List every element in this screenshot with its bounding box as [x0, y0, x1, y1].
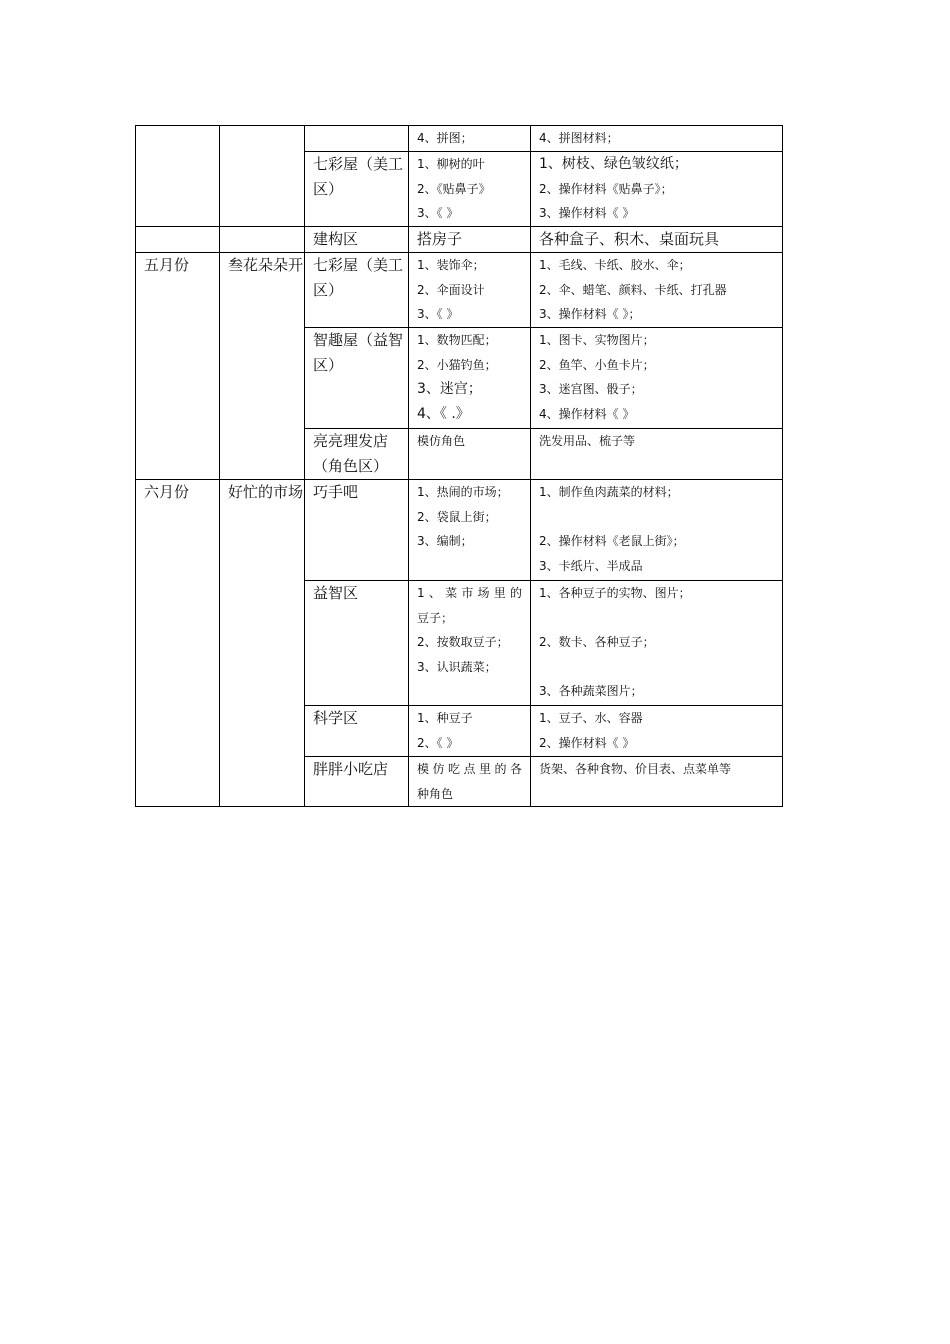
- theme-cell: [220, 126, 305, 227]
- material-item: [539, 655, 782, 680]
- material-item: 3、迷宫图、骰子；: [539, 382, 643, 396]
- material-cell: [531, 126, 783, 152]
- month-cell: 六月份: [136, 480, 220, 807]
- plan-item: 1、种豆子: [417, 711, 473, 725]
- plan-cell: [409, 757, 531, 807]
- activity-plan-table: [135, 125, 783, 807]
- material-item: 3、卡纸片、半成品: [539, 558, 643, 573]
- area-cell: 智趣屋（益智区）: [305, 328, 409, 429]
- plan-item: 1、装饰伞；: [417, 258, 485, 272]
- material-item: 1、图卡、实物图片；: [539, 333, 655, 347]
- plan-item: 1、菜市场里的: [417, 586, 522, 600]
- material-item: 1、树枝、绿色皱纹纸；: [539, 156, 688, 172]
- material-cell: [531, 706, 783, 757]
- material-item: 2、伞、蜡笔、颜料、卡纸、打孔器: [539, 282, 727, 297]
- material-item: 3、操作材料《 》；: [539, 307, 641, 321]
- material-item: [539, 606, 782, 631]
- area-cell: [305, 126, 409, 152]
- plan-item: 模仿角色: [417, 434, 466, 448]
- material-item: 2、操作材料《老鼠上街》；: [539, 534, 685, 548]
- area-cell: 巧手吧: [305, 480, 409, 581]
- material-cell: [531, 328, 783, 429]
- plan-cell: [409, 328, 531, 429]
- material-cell: [531, 253, 783, 328]
- material-item: 2、操作材料《贴鼻子》；: [539, 181, 673, 196]
- plan-item: 种角色: [417, 786, 454, 801]
- theme-cell: 叁花朵朵开: [220, 253, 305, 480]
- table-row: [136, 126, 783, 152]
- plan-item: 豆子；: [417, 610, 454, 625]
- plan-item: 1、热闹的市场；: [417, 485, 509, 499]
- plan-item: 3、《 》: [417, 206, 459, 220]
- material-item: 1、制作鱼肉蔬菜的材料；: [539, 485, 679, 499]
- plan-cell: [409, 126, 531, 152]
- material-cell: [531, 152, 783, 227]
- plan-item: 2、按数取豆子；: [417, 635, 509, 649]
- plan-item: 3、《 》: [417, 307, 459, 321]
- area-cell: 亮亮理发店（角色区）: [305, 429, 409, 480]
- material-cell: [531, 429, 783, 480]
- material-cell: [531, 480, 783, 581]
- plan-cell: 搭房子: [409, 227, 531, 253]
- plan-item: 模仿吃点里的各: [417, 762, 522, 776]
- plan-item: 1、数物匹配；: [417, 333, 497, 347]
- material-item: 2、数卡、各种豆子；: [539, 635, 655, 649]
- plan-cell: [409, 429, 531, 480]
- plan-item: 4、拼图；: [417, 131, 473, 145]
- area-cell: 科学区: [305, 706, 409, 757]
- material-item: 4、操作材料《 》: [539, 406, 635, 421]
- material-item: [539, 505, 782, 530]
- plan-cell: [409, 152, 531, 227]
- material-item: 1、豆子、水、容器: [539, 711, 643, 725]
- material-cell: [531, 581, 783, 706]
- plan-item: 3、迷宫；: [417, 381, 482, 397]
- table-row: [136, 253, 783, 328]
- material-item: 3、各种蔬菜图片；: [539, 684, 643, 698]
- area-cell: 七彩屋（美工区）: [305, 152, 409, 227]
- table-row: [136, 227, 783, 253]
- material-item: 4、拼图材料；: [539, 131, 619, 145]
- material-item: 3、操作材料《 》: [539, 206, 635, 220]
- area-cell: 建构区: [305, 227, 409, 253]
- plan-item: 2、小猫钓鱼；: [417, 357, 497, 372]
- material-cell: 各种盒子、积木、桌面玩具: [531, 227, 783, 253]
- month-cell: [136, 126, 220, 227]
- area-cell: 益智区: [305, 581, 409, 706]
- material-item: 2、操作材料《 》: [539, 735, 635, 750]
- plan-item: 2、《贴鼻子》: [417, 181, 491, 196]
- material-item: 货架、各种食物、价目表、点菜单等: [539, 762, 732, 776]
- plan-cell: [409, 706, 531, 757]
- material-item: 洗发用品、梳子等: [539, 434, 636, 448]
- plan-cell: [409, 480, 531, 581]
- plan-cell: [409, 253, 531, 328]
- area-cell: 七彩屋（美工区）: [305, 253, 409, 328]
- month-cell: [136, 227, 220, 253]
- area-cell: 胖胖小吃店: [305, 757, 409, 807]
- plan-item: 3、编制；: [417, 534, 473, 548]
- plan-item: 2、《 》: [417, 735, 459, 750]
- plan-cell: [409, 581, 531, 706]
- plan-item: 3、认识蔬菜；: [417, 659, 497, 674]
- material-cell: [531, 757, 783, 807]
- material-item: 2、鱼竿、小鱼卡片；: [539, 357, 655, 372]
- plan-item: 1、柳树的叶: [417, 157, 485, 171]
- month-cell: 五月份: [136, 253, 220, 480]
- plan-item: 2、伞面设计: [417, 282, 485, 297]
- plan-item: 4、《 .》: [417, 405, 470, 422]
- material-item: 1、毛线、卡纸、胶水、伞；: [539, 258, 691, 272]
- table-row: [136, 480, 783, 581]
- theme-cell: [220, 227, 305, 253]
- plan-item: 2、袋鼠上街；: [417, 509, 497, 524]
- material-item: 1、各种豆子的实物、图片；: [539, 586, 691, 600]
- theme-cell: 好忙的市场: [220, 480, 305, 807]
